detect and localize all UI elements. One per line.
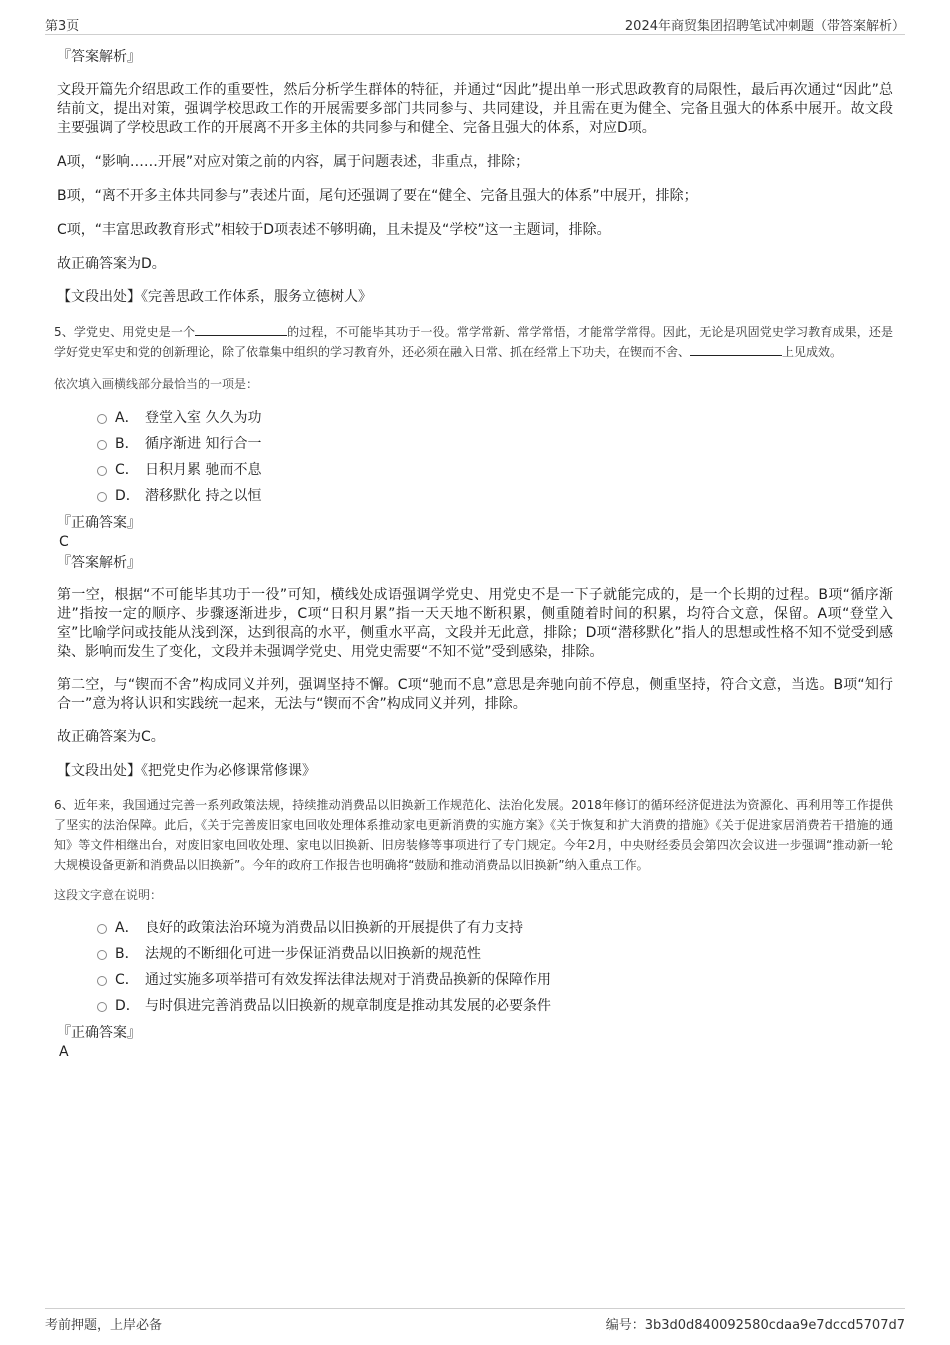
q5-blank-1 (195, 322, 287, 336)
radio-icon[interactable] (97, 492, 107, 502)
q4-source: 【文段出处】《完善思政工作体系，服务立德树人》 (57, 289, 372, 305)
q5-answer-label: 『正确答案』 (57, 515, 141, 531)
q5-analysis-para-2: 第二空，与“锲而不舍”构成同义并列，强调坚持不懈。C项“驰而不息”意思是奔驰向前不停息，侧重坚持，符合文意，当选。B项“知行合一”意为将认识和实践统一起来，无法与“锲而不舍”构成同义并列，排除。 (57, 677, 893, 712)
q6-answer-label: 『正确答案』 (57, 1025, 141, 1041)
radio-icon[interactable] (97, 924, 107, 934)
q6-options (57, 915, 893, 1019)
q5-source: 【文段出处】《把党史作为必修课常修课》 (57, 763, 316, 779)
q5-analysis-para-1: 第一空，根据“不可能毕其功于一役”可知，横线处成语强调学党史、用党史不是一下子就能完成的，是一个长期的过程。B项“循序渐进”指按一定的顺序、步骤逐渐进步，C项“日积月累”指一天天地不断积累，侧重随着时间的积累，均符合文意，保留。A项“登堂入室”比喻学问或技能从浅到深，达到很高的水平，侧重水平高，文段并无此意，排除；D项“潜移默化”指人的思想或性格不知不觉受到感染、影响而发生了变化，文段并未强调学党史、用党史需要“不知不觉”受到感染，排除。 (57, 587, 893, 660)
q4-analysis-para-2: A项，“影响……开展”对应对策之前的内容，属于问题表述，非重点，排除； (57, 154, 530, 170)
q5-question-text: 5、学党史、用党史是一个 的过程，不可能毕其功于一役。常学常新、常学常悟，才能常学常得。因此，无论是巩固党史学习教育成果，还是学好党史军史和党的创新理论，除了依靠集中组织的学习教育外，还必须在融入日常、抓在经常上下功夫，在锲而不舍、 上见成效。 (54, 322, 893, 362)
footer-slogan: 考前押题，上岸必备 (45, 1318, 163, 1333)
q5-conclusion: 故正确答案为C。 (57, 729, 165, 745)
q4-analysis-label: 『答案解析』 (57, 49, 141, 65)
q5-answer: C (59, 534, 69, 550)
document-body (54, 44, 893, 1061)
q6-question-text: 6、近年来，我国通过完善一系列政策法规，持续推动消费品以旧换新工作规范化、法治化发展。2018年修订的循环经济促进法为资源化、再利用等工作提供了坚实的法治保障。此后，《关于完善废旧家电回收处理体系推动家电更新消费的实施方案》《关于恢复和扩大消费的措施》《关于促进家居消费若干措施的通知》等文件相继出台，对废旧家电回收处理、家电以旧换新、旧房装修等事项进行了专门规定。今年2月，中央财经委员会第四次会议进一步强调“推动新一轮大规模设备更新和消费品以旧换新”。今年的政府工作报告也明确将“鼓励和推动消费品以旧换新”纳入重点工作。 (54, 798, 893, 872)
document-code: 编号：3b3d0d840092580cdaa9e7dccd5707d7 (605, 1318, 905, 1333)
q5-option-a[interactable]: A． 登堂入室 久久为功 (57, 405, 893, 431)
page-footer (45, 1308, 905, 1333)
document-title: 2024年商贸集团招聘笔试冲刺题（带答案解析） (624, 19, 905, 34)
q6-option-d[interactable]: D． 与时俱进完善消费品以旧换新的规章制度是推动其发展的必要条件 (57, 993, 893, 1019)
page-header (45, 14, 905, 35)
q5-option-c[interactable]: C． 日积月累 驰而不息 (57, 457, 893, 483)
q6-option-c[interactable]: C． 通过实施多项举措可有效发挥法律法规对于消费品换新的保障作用 (57, 967, 893, 993)
q4-analysis-para-1: 文段开篇先介绍思政工作的重要性，然后分析学生群体的特征，并通过“因此”提出单一形式思政教育的局限性，最后再次通过“因此”总结前文，提出对策，强调学校思政工作的开展需要多部门共同参与、共同建设，并且需在更为健全、完备且强大的体系中展开。故文段主要强调了学校思政工作的开展离不开多主体的共同参与和健全、完备且强大的体系，对应D项。 (57, 82, 893, 136)
q5-option-b[interactable]: B． 循序渐进 知行合一 (57, 431, 893, 457)
page-number: 第3页 (45, 19, 80, 34)
q5-options (57, 405, 893, 509)
radio-icon[interactable] (97, 950, 107, 960)
radio-icon[interactable] (97, 466, 107, 476)
q6-option-a[interactable]: A． 良好的政策法治环境为消费品以旧换新的开展提供了有力支持 (57, 915, 893, 941)
q6-answer: A (59, 1044, 69, 1060)
q5-blank-2 (690, 342, 782, 356)
q5-prompt: 依次填入画横线部分最恰当的一项是： (54, 377, 259, 391)
q4-analysis-para-3: B项，“离不开多主体共同参与”表述片面，尾句还强调了要在“健全、完备且强大的体系”中展开，排除； (57, 188, 698, 204)
q6-prompt: 这段文字意在说明： (54, 888, 163, 902)
q5-analysis-label: 『答案解析』 (57, 555, 141, 571)
radio-icon[interactable] (97, 440, 107, 450)
radio-icon[interactable] (97, 414, 107, 424)
q4-conclusion: 故正确答案为D。 (57, 256, 166, 272)
q5-option-d[interactable]: D． 潜移默化 持之以恒 (57, 483, 893, 509)
q4-analysis-para-4: C项，“丰富思政教育形式”相较于D项表述不够明确，且未提及“学校”这一主题词，排除。 (57, 222, 611, 238)
q6-option-b[interactable]: B． 法规的不断细化可进一步保证消费品以旧换新的规范性 (57, 941, 893, 967)
radio-icon[interactable] (97, 1002, 107, 1012)
radio-icon[interactable] (97, 976, 107, 986)
